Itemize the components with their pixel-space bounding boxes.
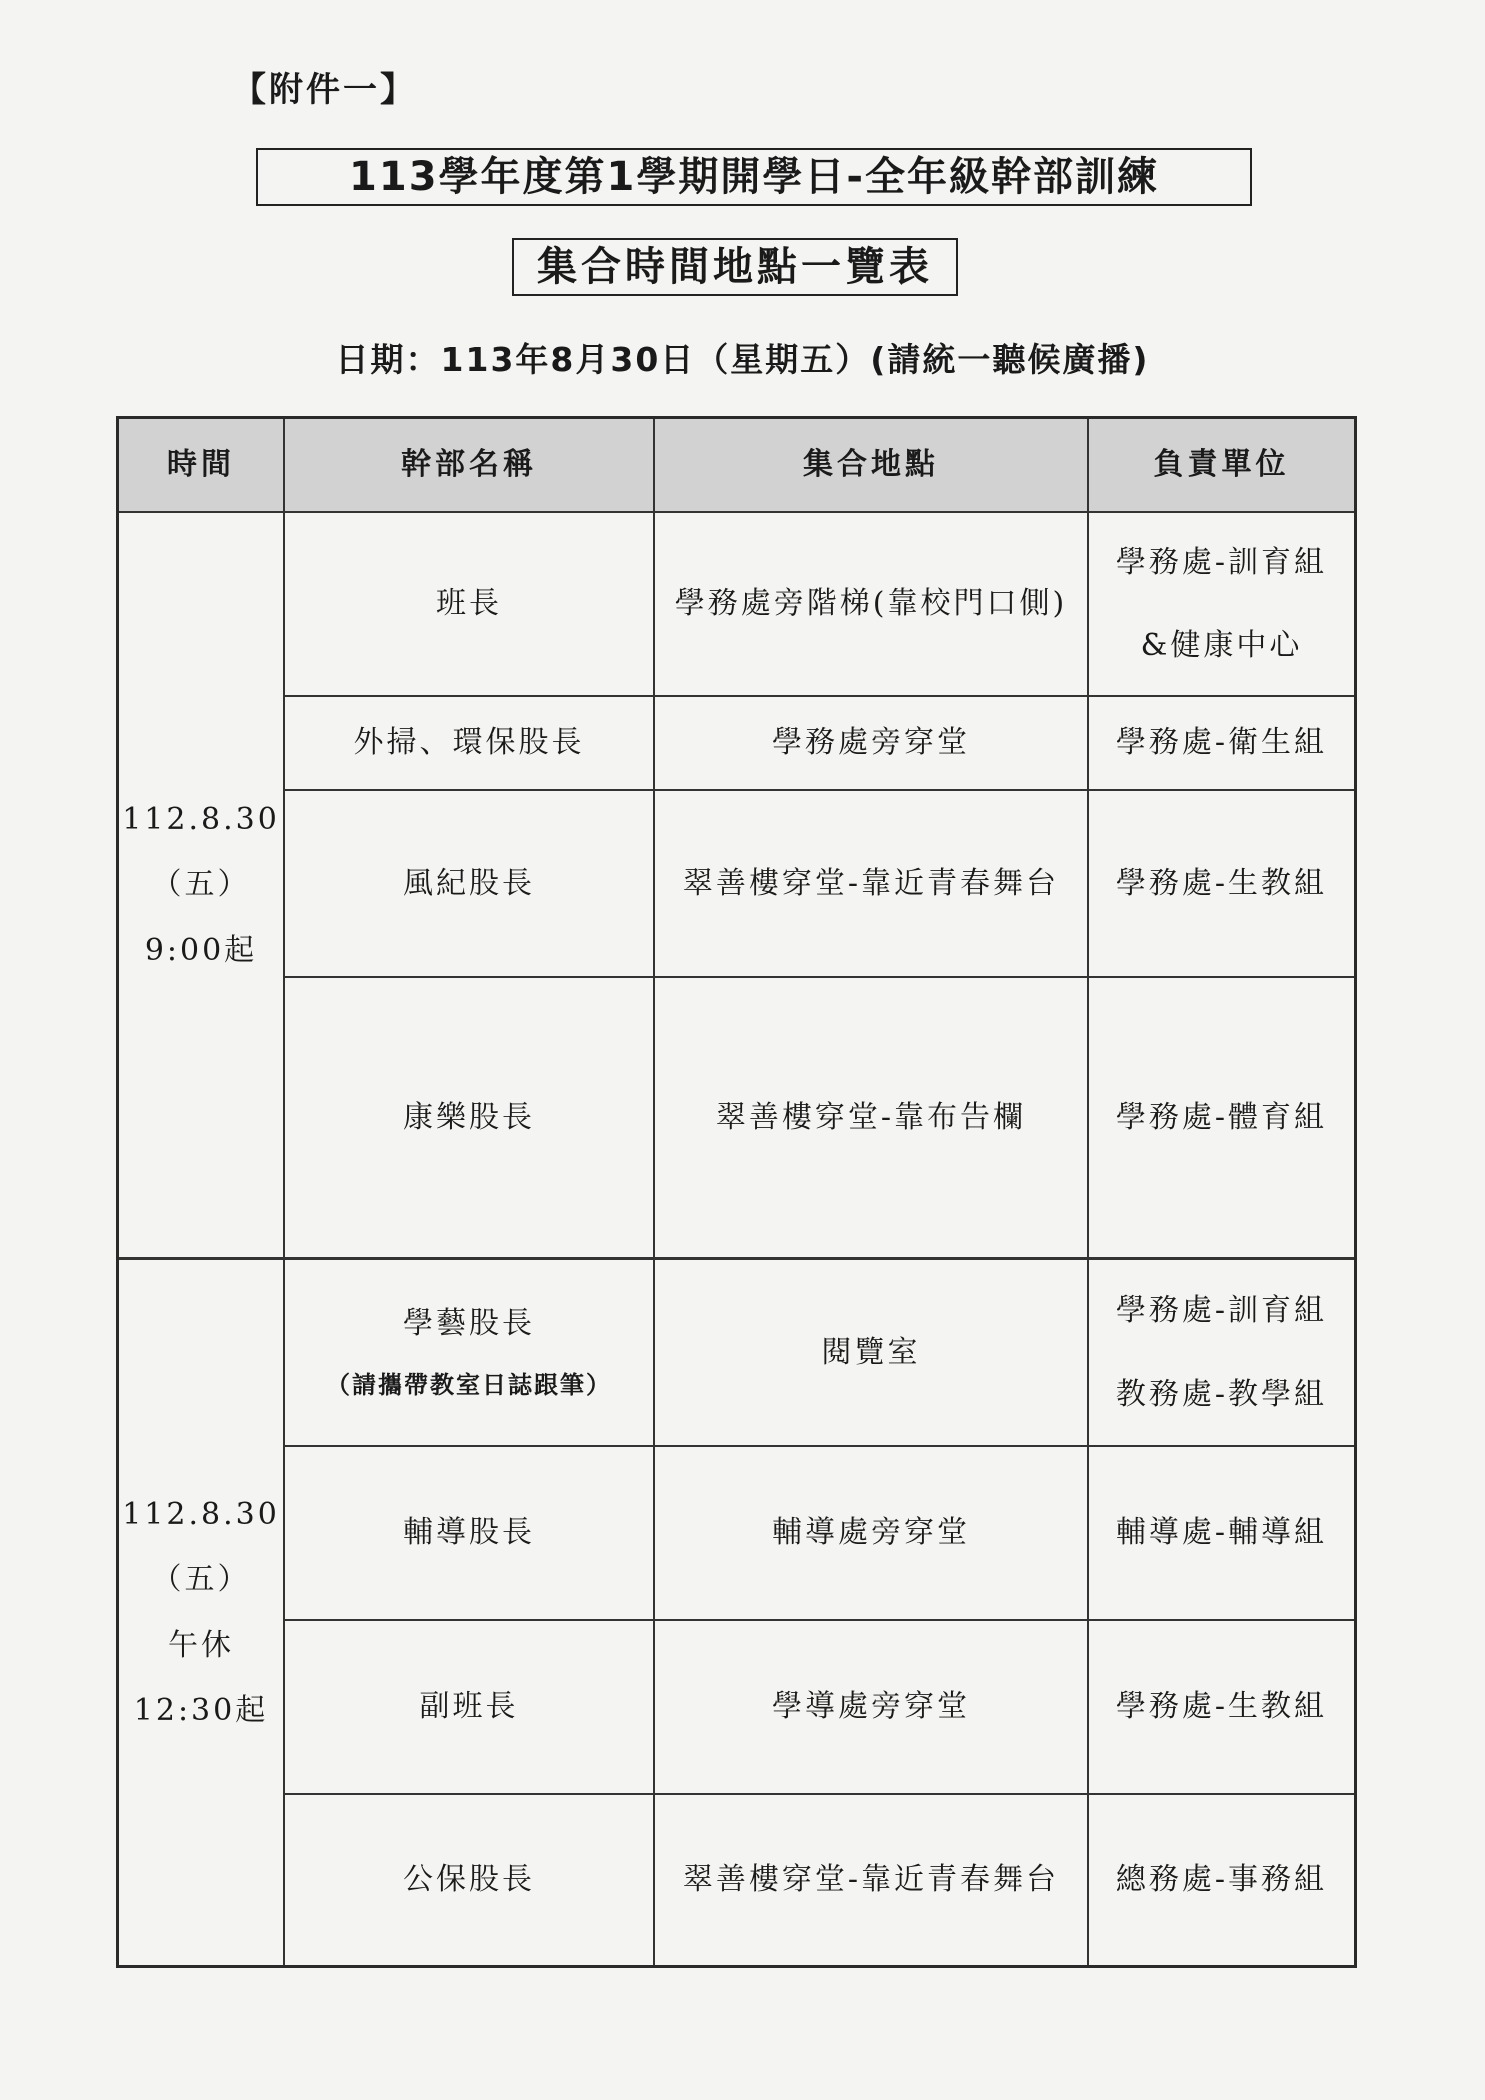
responsible-unit bbox=[1089, 513, 1354, 695]
responsible-unit: 學務處-衛生組 bbox=[1115, 725, 1328, 761]
time-date: 112.8.30 bbox=[122, 1496, 280, 1532]
time-date: 112.8.30 bbox=[122, 801, 280, 837]
cadre-name-text: 學藝股長 bbox=[403, 1305, 535, 1341]
meeting-place: 學務處旁穿堂 bbox=[772, 725, 970, 761]
time-period: 午休 bbox=[168, 1627, 234, 1663]
time-cell-noon bbox=[119, 1260, 283, 1965]
cadre-name: 公保股長 bbox=[403, 1862, 535, 1898]
responsible-unit-line: 教務處-教學組 bbox=[1115, 1376, 1328, 1412]
cadre-note: （請攜帶教室日誌跟筆） bbox=[326, 1371, 612, 1400]
cadre-name: 輔導股長 bbox=[403, 1515, 535, 1551]
meeting-place: 翠善樓穿堂-靠布告欄 bbox=[715, 1099, 1027, 1135]
cadre-name: 康樂股長 bbox=[403, 1099, 535, 1135]
meeting-place: 學導處旁穿堂 bbox=[772, 1689, 970, 1725]
responsible-unit: 學務處-生教組 bbox=[1115, 1689, 1328, 1725]
cadre-name bbox=[285, 1260, 653, 1445]
responsible-unit: 輔導處-輔導組 bbox=[1115, 1515, 1328, 1551]
document-title: 113學年度第1學期開學日-全年級幹部訓練 bbox=[256, 148, 1252, 206]
responsible-unit: 學務處-生教組 bbox=[1115, 865, 1328, 901]
header-meeting-place: 集合地點 bbox=[803, 447, 939, 483]
header-cadre-name: 幹部名稱 bbox=[401, 447, 537, 483]
responsible-unit bbox=[1089, 1260, 1354, 1445]
responsible-unit: 學務處-體育組 bbox=[1115, 1099, 1328, 1135]
schedule-table bbox=[116, 416, 1357, 1968]
meeting-place: 翠善樓穿堂-靠近青春舞台 bbox=[682, 865, 1060, 901]
document-subtitle: 集合時間地點一覽表 bbox=[512, 238, 958, 296]
responsible-unit-line: 學務處-訓育組 bbox=[1115, 544, 1328, 580]
attachment-label: 【附件一】 bbox=[232, 70, 417, 110]
time-start: 9:00起 bbox=[144, 932, 258, 968]
meeting-place: 翠善樓穿堂-靠近青春舞台 bbox=[682, 1862, 1060, 1898]
time-weekday: （五） bbox=[151, 1562, 251, 1597]
meeting-place: 學務處旁階梯(靠校門口側) bbox=[674, 586, 1068, 622]
cadre-name: 風紀股長 bbox=[403, 865, 535, 901]
header-responsible-unit: 負責單位 bbox=[1153, 447, 1290, 483]
meeting-place: 輔導處旁穿堂 bbox=[772, 1515, 970, 1551]
responsible-unit-line: 學務處-訓育組 bbox=[1115, 1293, 1328, 1328]
date-line: 日期：113年8月30日（星期五）(請統一聽候廣播) bbox=[335, 340, 1150, 379]
time-cell-morning bbox=[119, 513, 283, 1257]
cadre-name: 副班長 bbox=[419, 1689, 519, 1725]
cadre-name: 外掃、環保股長 bbox=[353, 725, 585, 761]
meeting-place: 閱覽室 bbox=[821, 1334, 921, 1370]
responsible-unit: 總務處-事務組 bbox=[1115, 1862, 1328, 1898]
header-time: 時間 bbox=[167, 447, 235, 483]
time-weekday: （五） bbox=[151, 867, 251, 903]
time-start: 12:30起 bbox=[133, 1693, 269, 1728]
responsible-unit-line: &健康中心 bbox=[1140, 628, 1303, 663]
cadre-name: 班長 bbox=[436, 586, 502, 622]
